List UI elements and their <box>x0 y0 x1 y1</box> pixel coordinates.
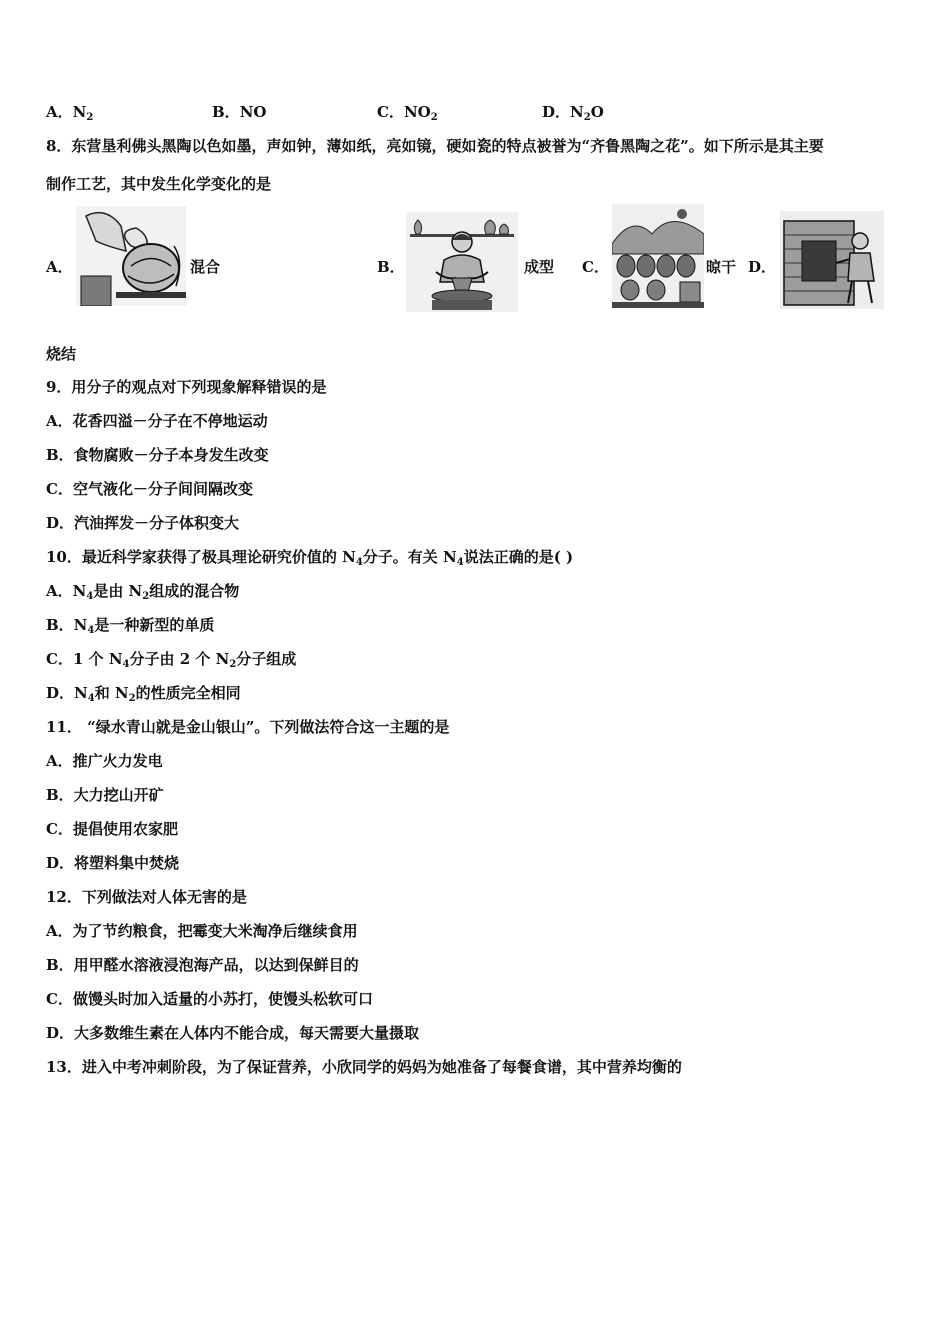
q11-option-a: A．推广火力发电 <box>46 752 163 770</box>
q8-stem-line2: 制作工艺，其中发生化学变化的是 <box>46 175 272 193</box>
q8-option-b-letter: B． <box>377 258 405 276</box>
q9-option-b: B．食物腐败－分子本身发生改变 <box>46 446 269 464</box>
q8-option-b-label: 成型 <box>524 258 555 276</box>
q10-option-a: A．$N_4$是由 $N_2$组成的混合物 <box>46 582 240 602</box>
q12-option-d: D．大多数维生素在人体内不能合成，每天需要大量摄取 <box>46 1024 420 1042</box>
q7-option-b: B．NO <box>212 103 267 121</box>
q12-stem: 12．下列做法对人体无害的是 <box>46 888 247 906</box>
q8-stem-line1: 8．东营垦利佛头黑陶以色如墨，声如钟，薄如纸，亮如镜，硬如瓷的特点被誉为“齐鲁黑陶之花”。如下所示是其主要 <box>46 137 824 155</box>
q7-option-a: A．$N_2$ <box>46 103 94 123</box>
q9-stem: 9．用分子的观点对下列现象解释错误的是 <box>46 378 327 396</box>
q7-option-c: C．$NO_2$ <box>377 103 438 123</box>
q8-option-c-letter: C． <box>582 258 609 276</box>
q11-option-c: C．提倡使用农家肥 <box>46 820 178 838</box>
q12-option-c: C．做馒头时加入适量的小苏打，使馒头松软可口 <box>46 990 373 1008</box>
q12-option-b: B．用甲醛水溶液浸泡海产品，以达到保鲜目的 <box>46 956 359 974</box>
q8-option-d-label: 烧结 <box>46 345 77 363</box>
firing-illustration <box>780 211 884 309</box>
q10-option-b: B．$N_4$是一种新型的单质 <box>46 616 215 636</box>
q8-option-a-letter: A． <box>46 258 73 276</box>
q10-option-d: D．$N_4$和 $N_2$的性质完全相同 <box>46 684 241 704</box>
q10-option-c: C．1 个 $N_4$分子由 2 个 $N_2$分子组成 <box>46 650 297 670</box>
q12-option-a: A．为了节约粮食，把霉变大米淘净后继续食用 <box>46 922 358 940</box>
q9-option-d: D．汽油挥发－分子体积变大 <box>46 514 240 532</box>
q8-option-a-label: 混合 <box>190 258 221 276</box>
drying-illustration <box>612 204 704 308</box>
shaping-illustration <box>406 212 518 312</box>
q9-option-c: C．空气液化－分子间间隔改变 <box>46 480 253 498</box>
q10-stem: 10．最近科学家获得了极具理论研究价值的 $N_4$分子。有关 $N_4$说法正确的是( ) <box>46 548 574 568</box>
q13-stem: 13．进入中考冲刺阶段，为了保证营养，小欣同学的妈妈为她准备了每餐食谱，其中营养均衡的 <box>46 1058 682 1076</box>
q11-option-b: B．大力挖山开矿 <box>46 786 164 804</box>
q7-option-d: D．$N_2O$ <box>542 103 604 123</box>
q11-stem: 11． “绿水青山就是金山银山”。下列做法符合这一主题的是 <box>46 718 450 736</box>
mixing-illustration <box>76 206 186 306</box>
q8-option-d-letter: D． <box>748 258 777 276</box>
q9-option-a: A．花香四溢－分子在不停地运动 <box>46 412 268 430</box>
q8-option-c-label: 晾干 <box>706 258 737 276</box>
q11-option-d: D．将塑料集中焚烧 <box>46 854 180 872</box>
